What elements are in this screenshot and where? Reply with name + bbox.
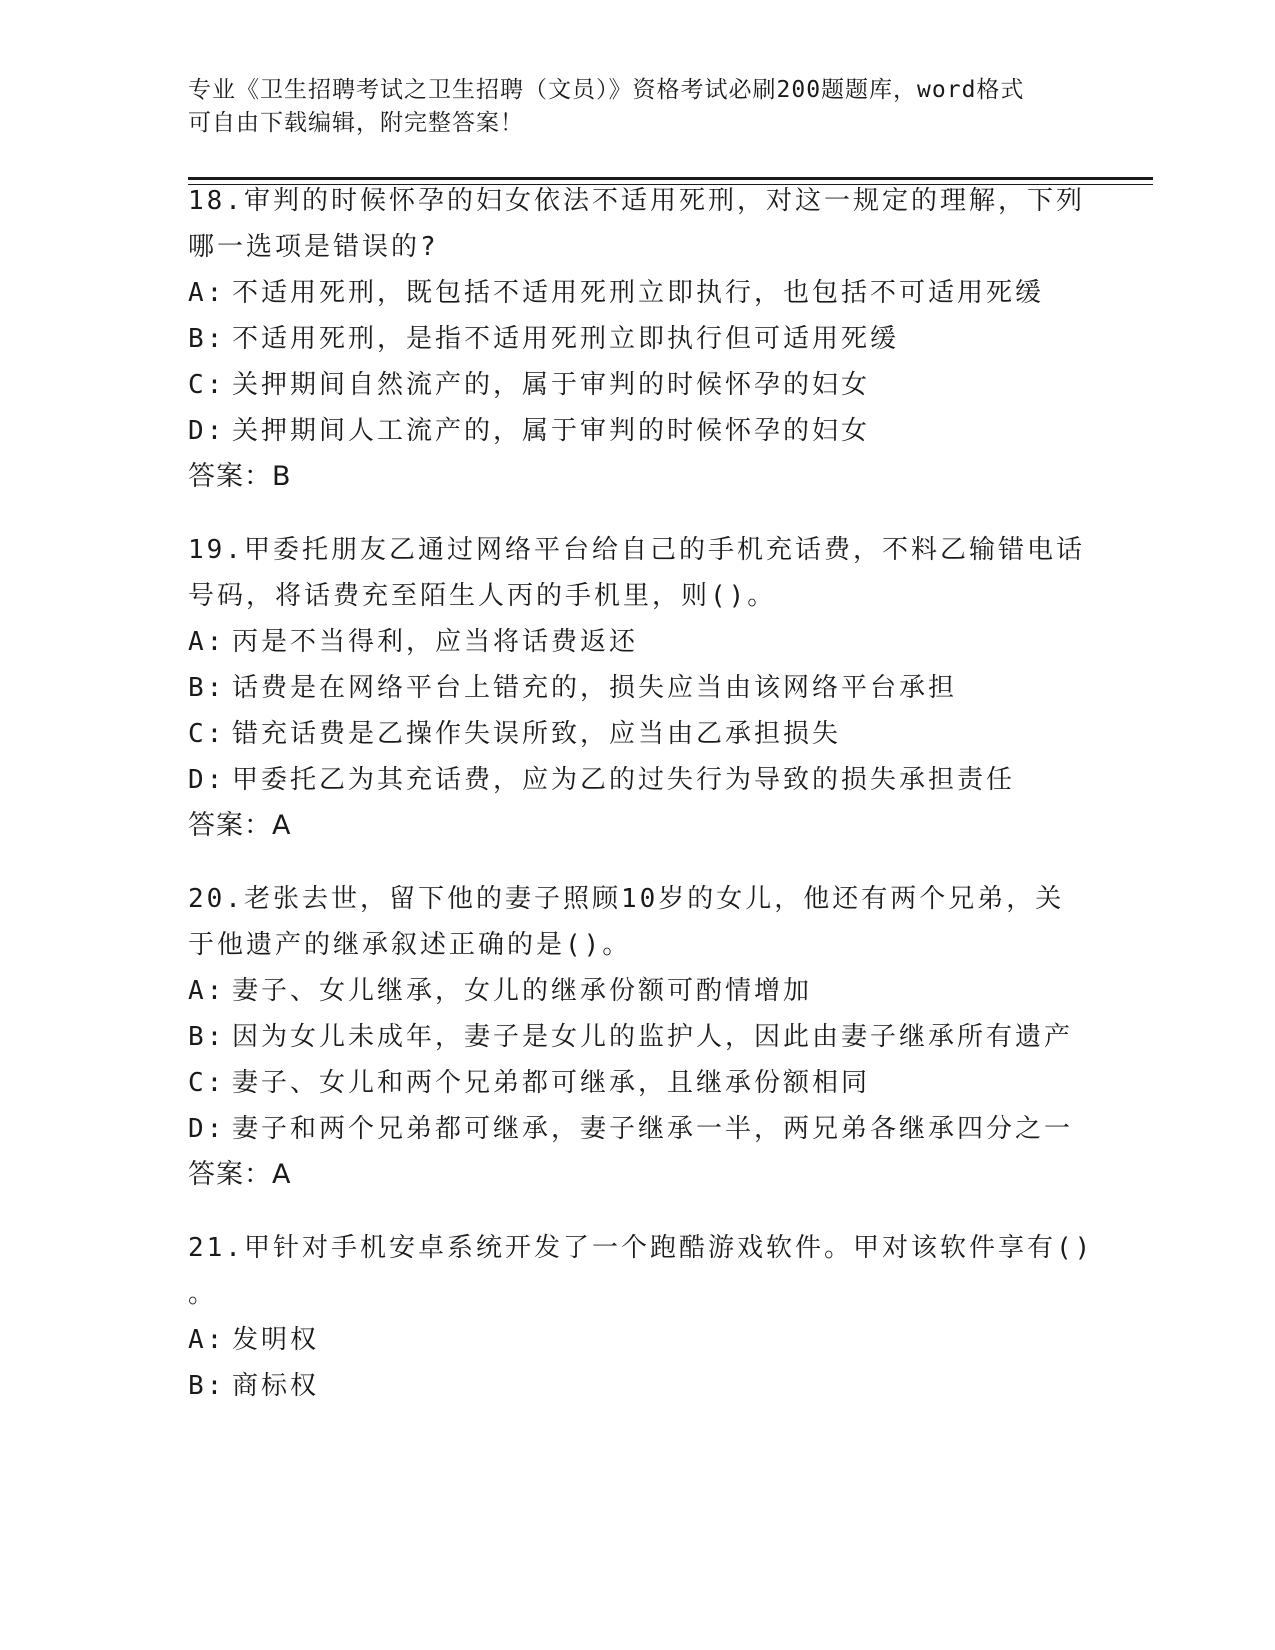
option-a (188, 270, 1078, 316)
option-text: 甲委托乙为其充话费，应为乙的过失行为导致的损失承担责任 (232, 765, 1016, 795)
option-letter: C: (188, 1068, 226, 1098)
option-letter: A: (188, 976, 226, 1006)
question-18 (188, 178, 1085, 500)
option-text: 关押期间自然流产的，属于审判的时候怀孕的妇女 (232, 370, 871, 400)
option-letter: A: (188, 1325, 226, 1355)
option-letter: B: (188, 673, 226, 703)
option-text: 妻子、女儿继承，女儿的继承份额可酌情增加 (232, 976, 813, 1006)
option-letter: C: (188, 719, 226, 749)
header-line-1: 专业《卫生招聘考试之卫生招聘（文员）》资格考试必刷200题题库，word格式 (188, 77, 1025, 103)
question-stem-line: 。 (188, 1279, 218, 1309)
option-b (188, 665, 1078, 711)
document-header (188, 74, 1088, 140)
question-21 (188, 1225, 1094, 1409)
question-19 (188, 527, 1085, 849)
question-stem-line: 于他遗产的继承叙述正确的是()。 (188, 930, 632, 960)
option-letter: B: (188, 1022, 226, 1052)
option-b (188, 316, 1078, 362)
question-20 (188, 876, 1078, 1198)
option-letter: D: (188, 1114, 226, 1144)
option-letter: A: (188, 278, 226, 308)
option-text: 因为女儿未成年，妻子是女儿的监护人，因此由妻子继承所有遗产 (232, 1022, 1074, 1052)
option-text: 错充话费是乙操作失误所致，应当由乙承担损失 (232, 719, 842, 749)
option-letter: C: (188, 370, 226, 400)
option-text: 不适用死刑，既包括不适用死刑立即执行，也包括不可适用死缓 (232, 278, 1045, 308)
question-stem-line: 号码，将话费充至陌生人丙的手机里，则()。 (188, 581, 777, 611)
option-a (188, 619, 1078, 665)
option-a (188, 968, 1078, 1014)
question-stem-line: 21.甲针对手机安卓系统开发了一个跑酷游戏软件。甲对该软件享有() (188, 1233, 1094, 1263)
option-a (188, 1317, 1078, 1363)
option-c (188, 711, 1078, 757)
option-text: 商标权 (232, 1371, 320, 1401)
option-text: 妻子和两个兄弟都可继承，妻子继承一半，两兄弟各继承四分之一 (232, 1114, 1074, 1144)
option-d (188, 408, 1078, 454)
question-stem-line: 18.审判的时候怀孕的妇女依法不适用死刑，对这一规定的理解，下列 (188, 186, 1085, 216)
answer-line: 答案：A (188, 810, 292, 841)
option-c (188, 1060, 1078, 1106)
option-b (188, 1363, 1078, 1409)
answer-line: 答案：B (188, 461, 292, 492)
option-c (188, 362, 1078, 408)
option-letter: B: (188, 1371, 226, 1401)
option-text: 发明权 (232, 1325, 320, 1355)
question-stem-line: 20.老张去世，留下他的妻子照顾10岁的女儿，他还有两个兄弟，关 (188, 884, 1065, 914)
option-d (188, 757, 1078, 803)
option-d (188, 1106, 1078, 1152)
option-letter: A: (188, 627, 226, 657)
option-text: 妻子、女儿和两个兄弟都可继承，且继承份额相同 (232, 1068, 871, 1098)
question-stem-line: 哪一选项是错误的? (188, 232, 439, 262)
option-text: 不适用死刑，是指不适用死刑立即执行但可适用死缓 (232, 324, 900, 354)
option-letter: D: (188, 416, 226, 446)
header-line-2: 可自由下载编辑，附完整答案！ (188, 110, 524, 136)
answer-line: 答案：A (188, 1159, 292, 1190)
option-letter: D: (188, 765, 226, 795)
option-text: 关押期间人工流产的，属于审判的时候怀孕的妇女 (232, 416, 871, 446)
question-stem-line: 19.甲委托朋友乙通过网络平台给自己的手机充话费，不料乙输错电话 (188, 535, 1085, 565)
option-text: 丙是不当得利，应当将话费返还 (232, 627, 639, 657)
option-text: 话费是在网络平台上错充的，损失应当由该网络平台承担 (232, 673, 958, 703)
option-b (188, 1014, 1078, 1060)
option-letter: B: (188, 324, 226, 354)
